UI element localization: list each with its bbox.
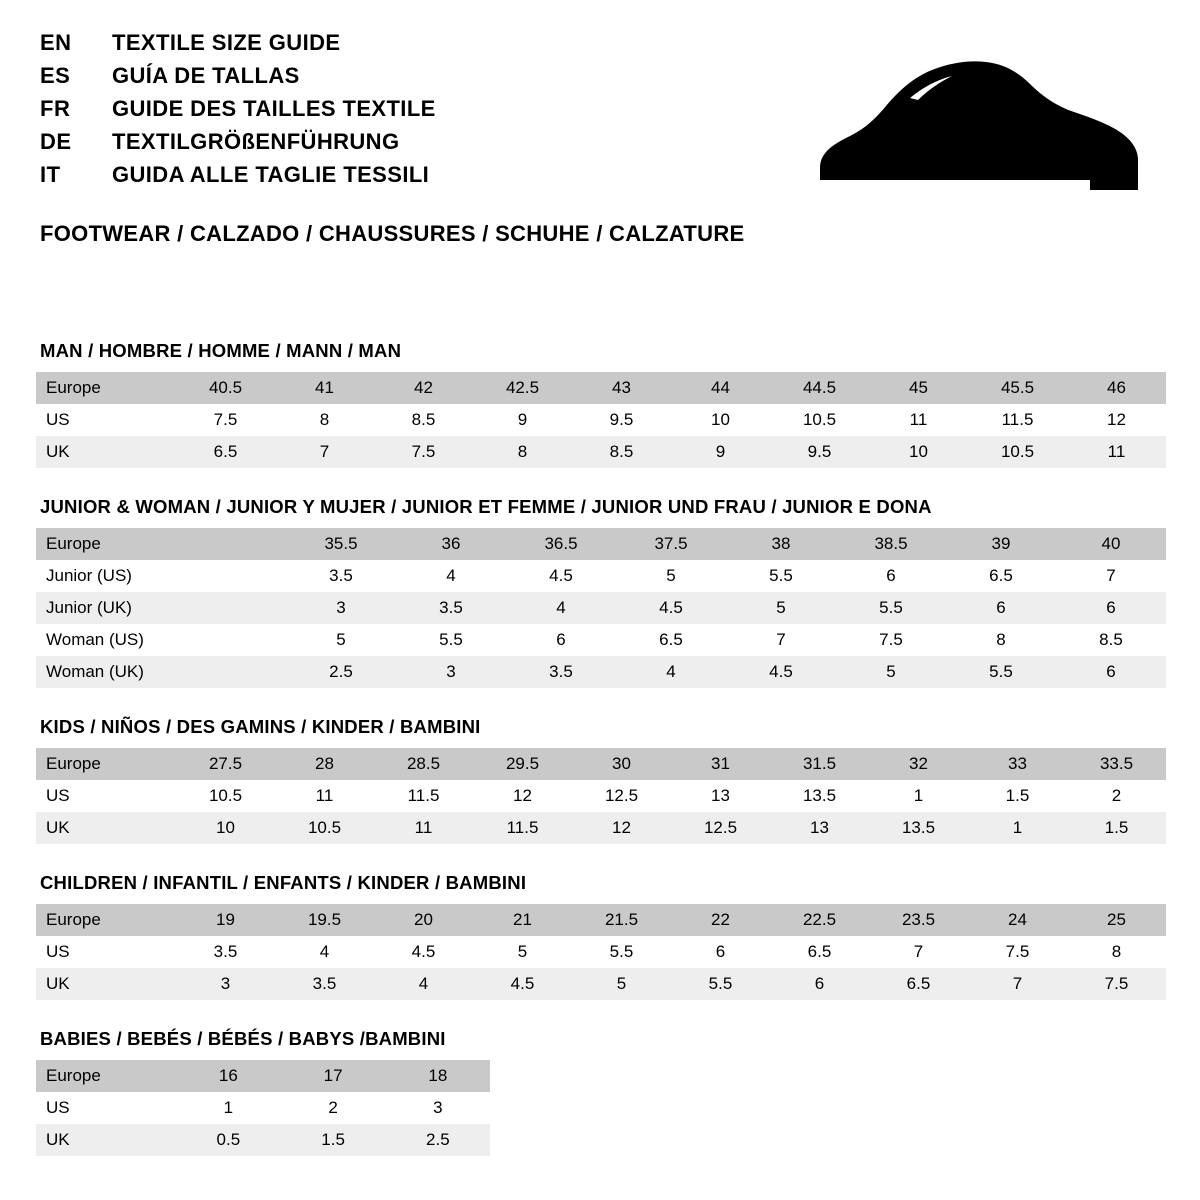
size-cell (176, 624, 286, 656)
table-row (36, 624, 1166, 656)
size-cell: 11.5 (374, 780, 473, 812)
row-label: UK (36, 436, 176, 468)
table-row (36, 1092, 490, 1124)
size-cell: 21 (473, 904, 572, 936)
size-cell: 23.5 (869, 904, 968, 936)
size-section (36, 1028, 1166, 1156)
size-cell: 8 (275, 404, 374, 436)
size-cell: 45 (869, 372, 968, 404)
size-cell: 3 (176, 968, 275, 1000)
size-cell: 4 (275, 936, 374, 968)
size-cell: 30 (572, 748, 671, 780)
size-cell: 36 (396, 528, 506, 560)
size-tables (36, 340, 1166, 1184)
size-cell: 12.5 (671, 812, 770, 844)
size-cell: 22 (671, 904, 770, 936)
size-cell: 5 (616, 560, 726, 592)
size-table (36, 528, 1166, 688)
size-cell: 2.5 (386, 1124, 491, 1156)
size-cell: 6.5 (616, 624, 726, 656)
size-cell: 8 (473, 436, 572, 468)
size-cell: 7.5 (836, 624, 946, 656)
size-cell: 38.5 (836, 528, 946, 560)
size-cell: 11 (374, 812, 473, 844)
size-cell: 11.5 (473, 812, 572, 844)
size-cell (176, 560, 286, 592)
row-label: Junior (US) (36, 560, 176, 592)
size-cell: 2.5 (286, 656, 396, 688)
size-cell: 11 (869, 404, 968, 436)
size-cell: 5.5 (946, 656, 1056, 688)
size-cell: 5 (572, 968, 671, 1000)
size-cell: 7 (869, 936, 968, 968)
size-cell: 17 (281, 1060, 386, 1092)
size-cell: 13 (770, 812, 869, 844)
size-cell: 10 (869, 436, 968, 468)
size-cell: 6.5 (869, 968, 968, 1000)
table-row (36, 528, 1166, 560)
language-guide-title: GUIDE DES TAILLES TEXTILE (112, 96, 436, 121)
size-cell: 25 (1067, 904, 1166, 936)
table-row (36, 372, 1166, 404)
size-cell: 4.5 (506, 560, 616, 592)
size-cell: 6 (1056, 656, 1166, 688)
size-cell: 28 (275, 748, 374, 780)
size-cell: 19 (176, 904, 275, 936)
language-row (40, 96, 760, 129)
size-cell: 12 (473, 780, 572, 812)
size-cell: 28.5 (374, 748, 473, 780)
size-cell: 31 (671, 748, 770, 780)
size-cell: 11 (275, 780, 374, 812)
section-title: MAN / HOMBRE / HOMME / MANN / MAN (40, 340, 402, 361)
dress-shoe-icon (790, 48, 1150, 198)
language-code: FR (40, 96, 71, 121)
size-cell: 9 (671, 436, 770, 468)
size-cell: 4.5 (726, 656, 836, 688)
size-cell: 7 (1056, 560, 1166, 592)
size-cell: 9 (473, 404, 572, 436)
size-cell: 20 (374, 904, 473, 936)
size-cell: 29.5 (473, 748, 572, 780)
size-cell: 3 (386, 1092, 491, 1124)
language-guide-title: GUÍA DE TALLAS (112, 63, 300, 88)
size-cell: 7 (968, 968, 1067, 1000)
size-cell: 8 (1067, 936, 1166, 968)
table-row (36, 936, 1166, 968)
language-guide-title: TEXTILGRÖßENFÜHRUNG (112, 129, 400, 154)
size-cell: 36.5 (506, 528, 616, 560)
row-label: US (36, 1092, 176, 1124)
size-cell: 8.5 (374, 404, 473, 436)
size-cell: 16 (176, 1060, 281, 1092)
size-cell: 44 (671, 372, 770, 404)
size-cell: 8.5 (1056, 624, 1166, 656)
language-row (40, 63, 760, 96)
section-title: JUNIOR & WOMAN / JUNIOR Y MUJER / JUNIOR ET FEMME / JUNIOR UND FRAU / JUNIOR E DONA (40, 496, 932, 517)
size-cell: 10.5 (770, 404, 869, 436)
size-cell: 31.5 (770, 748, 869, 780)
section-title: KIDS / NIÑOS / DES GAMINS / KINDER / BAMBINI (40, 716, 481, 737)
row-label: Europe (36, 748, 176, 780)
size-cell: 35.5 (286, 528, 396, 560)
size-cell: 1 (869, 780, 968, 812)
size-cell (176, 656, 286, 688)
size-cell: 7 (726, 624, 836, 656)
size-cell: 24 (968, 904, 1067, 936)
size-cell: 4.5 (473, 968, 572, 1000)
size-cell: 7 (275, 436, 374, 468)
size-cell: 4.5 (374, 936, 473, 968)
size-cell: 7.5 (176, 404, 275, 436)
size-cell: 4 (396, 560, 506, 592)
size-cell: 10.5 (968, 436, 1067, 468)
size-cell: 0.5 (176, 1124, 281, 1156)
language-row (40, 162, 760, 195)
size-cell: 9.5 (770, 436, 869, 468)
table-row (36, 656, 1166, 688)
row-label: Junior (UK) (36, 592, 176, 624)
size-cell: 6.5 (770, 936, 869, 968)
table-row (36, 748, 1166, 780)
size-cell: 3 (396, 656, 506, 688)
language-guide-title: TEXTILE SIZE GUIDE (112, 30, 341, 55)
size-cell: 3.5 (275, 968, 374, 1000)
size-cell: 8 (946, 624, 1056, 656)
size-cell: 13.5 (869, 812, 968, 844)
row-label: US (36, 780, 176, 812)
size-cell: 3.5 (286, 560, 396, 592)
size-cell: 3 (286, 592, 396, 624)
language-row (40, 30, 760, 63)
size-cell: 13 (671, 780, 770, 812)
size-cell: 46 (1067, 372, 1166, 404)
row-label: UK (36, 812, 176, 844)
size-cell: 5 (836, 656, 946, 688)
language-title-list (40, 30, 760, 195)
row-label: US (36, 936, 176, 968)
size-cell: 3.5 (506, 656, 616, 688)
size-cell: 44.5 (770, 372, 869, 404)
size-cell: 11 (1067, 436, 1166, 468)
section-title: BABIES / BEBÉS / BÉBÉS / BABYS /BAMBINI (40, 1028, 446, 1049)
size-cell: 10.5 (176, 780, 275, 812)
language-guide-title: GUIDA ALLE TAGLIE TESSILI (112, 162, 430, 187)
size-cell: 12.5 (572, 780, 671, 812)
size-cell: 4 (506, 592, 616, 624)
language-code: IT (40, 162, 61, 187)
size-cell: 3.5 (176, 936, 275, 968)
language-row (40, 129, 760, 162)
size-table (36, 372, 1166, 468)
size-cell: 7.5 (968, 936, 1067, 968)
size-section (36, 496, 1166, 688)
size-cell: 6 (836, 560, 946, 592)
header-block (40, 30, 760, 247)
table-row (36, 968, 1166, 1000)
size-cell: 41 (275, 372, 374, 404)
size-cell: 6 (770, 968, 869, 1000)
size-cell: 6 (671, 936, 770, 968)
size-cell: 5.5 (396, 624, 506, 656)
size-cell: 1.5 (281, 1124, 386, 1156)
size-table (36, 1060, 490, 1156)
size-cell: 32 (869, 748, 968, 780)
size-cell: 2 (281, 1092, 386, 1124)
size-section (36, 340, 1166, 468)
size-cell (176, 528, 286, 560)
size-cell: 5 (473, 936, 572, 968)
size-cell: 6 (1056, 592, 1166, 624)
size-cell: 22.5 (770, 904, 869, 936)
size-cell: 12 (572, 812, 671, 844)
row-label: Europe (36, 1060, 176, 1092)
size-cell: 33 (968, 748, 1067, 780)
language-code: EN (40, 30, 72, 55)
size-cell: 6 (946, 592, 1056, 624)
size-cell: 10.5 (275, 812, 374, 844)
table-row (36, 812, 1166, 844)
table-row (36, 560, 1166, 592)
size-cell: 6.5 (946, 560, 1056, 592)
size-cell: 45.5 (968, 372, 1067, 404)
size-cell: 10 (671, 404, 770, 436)
size-cell: 19.5 (275, 904, 374, 936)
table-row (36, 592, 1166, 624)
size-cell: 3.5 (396, 592, 506, 624)
row-label: US (36, 404, 176, 436)
size-cell: 1 (968, 812, 1067, 844)
size-cell: 12 (1067, 404, 1166, 436)
row-label: Woman (UK) (36, 656, 176, 688)
size-cell: 9.5 (572, 404, 671, 436)
size-section (36, 872, 1166, 1000)
size-cell: 1 (176, 1092, 281, 1124)
size-cell: 5.5 (726, 560, 836, 592)
table-row (36, 904, 1166, 936)
size-cell: 21.5 (572, 904, 671, 936)
row-label: UK (36, 1124, 176, 1156)
size-section (36, 716, 1166, 844)
size-cell: 5 (726, 592, 836, 624)
row-label: UK (36, 968, 176, 1000)
size-cell: 6 (506, 624, 616, 656)
size-cell: 42.5 (473, 372, 572, 404)
size-cell: 1.5 (968, 780, 1067, 812)
size-cell: 18 (386, 1060, 491, 1092)
size-cell: 5.5 (572, 936, 671, 968)
size-cell: 4 (374, 968, 473, 1000)
row-label: Europe (36, 528, 176, 560)
language-code: ES (40, 63, 71, 88)
table-row (36, 780, 1166, 812)
section-title: CHILDREN / INFANTIL / ENFANTS / KINDER / BAMBINI (40, 872, 527, 893)
size-cell: 8.5 (572, 436, 671, 468)
size-cell: 13.5 (770, 780, 869, 812)
size-cell: 40.5 (176, 372, 275, 404)
category-title: FOOTWEAR / CALZADO / CHAUSSURES / SCHUHE / CALZATURE (40, 221, 745, 246)
size-cell: 27.5 (176, 748, 275, 780)
size-cell: 10 (176, 812, 275, 844)
language-code: DE (40, 129, 72, 154)
table-row (36, 404, 1166, 436)
size-cell: 37.5 (616, 528, 726, 560)
row-label: Woman (US) (36, 624, 176, 656)
size-cell: 4 (616, 656, 726, 688)
size-cell: 7.5 (374, 436, 473, 468)
size-cell: 42 (374, 372, 473, 404)
size-cell: 39 (946, 528, 1056, 560)
size-cell: 1.5 (1067, 812, 1166, 844)
size-cell (176, 592, 286, 624)
size-cell: 43 (572, 372, 671, 404)
table-row (36, 436, 1166, 468)
size-cell: 5.5 (836, 592, 946, 624)
size-cell: 6.5 (176, 436, 275, 468)
table-row (36, 1060, 490, 1092)
size-cell: 5.5 (671, 968, 770, 1000)
size-cell: 7.5 (1067, 968, 1166, 1000)
size-cell: 40 (1056, 528, 1166, 560)
size-table (36, 748, 1166, 844)
row-label: Europe (36, 372, 176, 404)
size-cell: 11.5 (968, 404, 1067, 436)
size-cell: 2 (1067, 780, 1166, 812)
size-cell: 5 (286, 624, 396, 656)
size-cell: 4.5 (616, 592, 726, 624)
size-cell: 33.5 (1067, 748, 1166, 780)
size-cell: 38 (726, 528, 836, 560)
row-label: Europe (36, 904, 176, 936)
size-table (36, 904, 1166, 1000)
table-row (36, 1124, 490, 1156)
